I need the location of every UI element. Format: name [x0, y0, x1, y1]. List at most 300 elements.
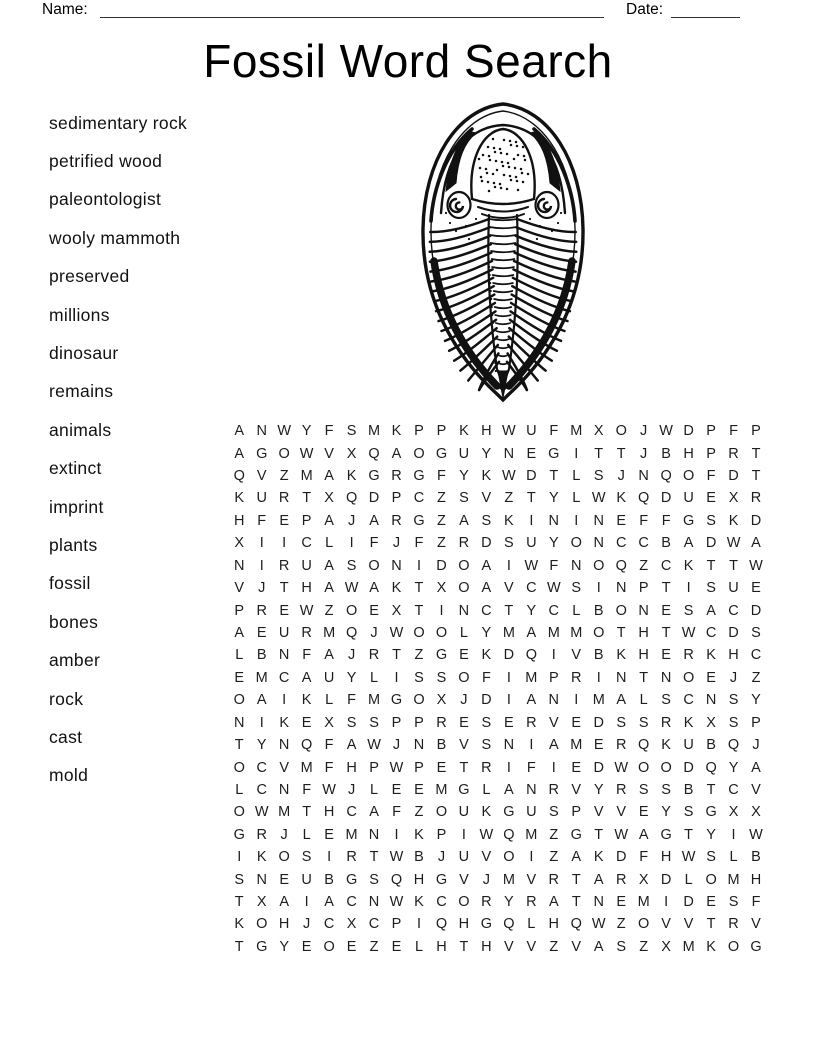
grid-letter: S	[346, 714, 357, 731]
word-list-item: cast	[49, 726, 83, 747]
grid-letter: G	[750, 938, 762, 955]
grid-letter: M	[502, 871, 515, 888]
grid-letter: I	[237, 849, 242, 866]
grid-letter: W	[322, 781, 336, 798]
grid-letter: K	[706, 938, 716, 955]
grid-letter: K	[279, 714, 289, 731]
grid-letter: S	[369, 714, 379, 731]
grid-letter: U	[683, 490, 694, 507]
grid-letter: K	[593, 849, 604, 866]
grid-letter: Y	[548, 490, 559, 507]
grid-letter: P	[436, 826, 447, 843]
grid-letter: I	[259, 714, 264, 731]
grid-letter: X	[324, 714, 334, 731]
word-list-item: dinosaur	[49, 343, 119, 364]
grid-letter: E	[279, 871, 289, 888]
grid-letter: H	[660, 849, 672, 866]
grid-letter: Y	[481, 445, 492, 462]
grid-letter: K	[391, 423, 402, 440]
grid-letter: T	[661, 580, 671, 597]
grid-letter: Z	[504, 490, 514, 507]
name-blank-line	[100, 2, 604, 18]
grid-letter: T	[504, 602, 514, 619]
grid-letter: D	[593, 714, 604, 731]
grid-letter: G	[435, 647, 448, 664]
grid-letter: R	[256, 602, 267, 619]
grid-letter: P	[234, 602, 245, 619]
grid-letter: U	[458, 445, 470, 462]
grid-letter: O	[458, 557, 470, 574]
grid-letter: A	[526, 692, 537, 709]
grid-letter: S	[481, 714, 492, 731]
grid-letter: A	[369, 580, 379, 597]
grid-letter: H	[233, 512, 245, 529]
grid-letter: S	[638, 781, 649, 798]
grid-letter: P	[751, 714, 761, 731]
grid-letter: U	[526, 423, 537, 440]
grid-letter: T	[571, 894, 581, 911]
grid-letter: P	[414, 759, 424, 776]
grid-letter: W	[546, 580, 561, 597]
grid-letter: Q	[503, 916, 515, 933]
word-list-item: animals	[49, 419, 112, 440]
grid-letter: H	[481, 423, 492, 440]
grid-letter: O	[233, 692, 245, 709]
grid-letter: V	[548, 714, 559, 731]
grid-letter: X	[346, 445, 357, 462]
grid-letter: W	[367, 737, 381, 754]
grid-letter: F	[347, 692, 356, 709]
grid-letter: K	[234, 916, 245, 933]
grid-letter: T	[369, 849, 379, 866]
grid-letter: F	[549, 557, 559, 574]
grid-letter: T	[279, 580, 289, 597]
grid-letter: H	[750, 871, 762, 888]
grid-letter: F	[481, 669, 491, 686]
grid-letter: T	[639, 669, 649, 686]
grid-letter: S	[346, 423, 357, 440]
grid-letter: M	[570, 737, 583, 754]
grid-letter: S	[728, 894, 739, 911]
grid-letter: Q	[390, 871, 403, 888]
grid-letter: A	[369, 512, 379, 529]
grid-letter: L	[235, 781, 244, 798]
grid-letter: X	[661, 938, 671, 955]
grid-letter: T	[414, 602, 424, 619]
grid-letter: F	[302, 781, 312, 798]
grid-letter: F	[324, 737, 334, 754]
grid-letter: S	[481, 512, 492, 529]
grid-letter: N	[548, 692, 560, 709]
grid-letter: N	[256, 871, 267, 888]
grid-letter: N	[458, 602, 470, 619]
grid-letter: N	[548, 512, 560, 529]
grid-letter: X	[436, 580, 447, 597]
grid-letter: V	[481, 490, 492, 507]
grid-letter: U	[458, 849, 470, 866]
grid-letter: O	[682, 468, 695, 485]
grid-letter: T	[571, 871, 581, 888]
grid-letter: M	[547, 625, 560, 641]
grid-letter: Z	[437, 490, 446, 507]
grid-letter: F	[369, 535, 379, 552]
grid-letter: Z	[549, 849, 559, 866]
grid-letter: G	[682, 512, 695, 529]
grid-letter: Y	[593, 781, 604, 798]
grid-letter: H	[638, 625, 649, 641]
grid-letter: S	[234, 871, 245, 888]
grid-letter: W	[614, 826, 629, 843]
grid-letter: K	[661, 737, 671, 754]
grid-letter: U	[526, 535, 537, 552]
grid-letter: Z	[414, 647, 424, 664]
grid-letter: G	[570, 826, 582, 843]
grid-letter: D	[705, 535, 717, 552]
grid-letter: W	[389, 894, 404, 911]
grid-letter: C	[548, 602, 560, 619]
grid-letter: X	[593, 423, 604, 440]
grid-letter: W	[389, 849, 404, 866]
grid-letter: K	[706, 647, 716, 664]
word-list-item: preserved	[49, 266, 130, 287]
grid-letter: J	[303, 916, 311, 933]
grid-letter: T	[549, 468, 559, 485]
grid-letter: N	[391, 557, 402, 574]
grid-letter: I	[506, 557, 511, 574]
grid-letter: U	[728, 580, 739, 597]
grid-letter: R	[660, 714, 672, 731]
grid-letter: K	[616, 647, 627, 664]
grid-letter: H	[436, 938, 447, 955]
grid-letter: M	[323, 625, 336, 641]
grid-letter: C	[278, 669, 290, 686]
grid-letter: O	[278, 445, 290, 462]
grid-letter: T	[706, 557, 716, 574]
grid-letter: C	[481, 602, 492, 619]
grid-letter: N	[233, 557, 245, 574]
grid-letter: B	[661, 445, 671, 462]
grid-letter: X	[324, 490, 334, 507]
grid-letter: Y	[279, 938, 289, 955]
word-list-item: bones	[49, 611, 99, 632]
grid-letter: E	[324, 826, 334, 843]
grid-letter: V	[459, 871, 469, 888]
grid-letter: K	[391, 580, 402, 597]
grid-letter: O	[615, 423, 627, 440]
grid-letter: A	[481, 580, 492, 597]
grid-letter: W	[591, 916, 606, 933]
grid-letter: I	[596, 580, 601, 597]
grid-letter: R	[368, 647, 380, 664]
grid-letter: A	[324, 647, 334, 664]
grid-letter: T	[234, 938, 244, 955]
grid-letter: G	[256, 938, 268, 955]
grid-letter: Q	[615, 557, 627, 574]
grid-letter: P	[571, 804, 582, 821]
grid-letter: O	[256, 916, 268, 933]
name-label: Name:	[42, 1, 88, 18]
grid-letter: R	[615, 871, 627, 888]
grid-letter: Y	[256, 737, 267, 754]
grid-letter: X	[256, 894, 267, 911]
grid-letter: Z	[639, 938, 649, 955]
grid-letter: C	[436, 894, 447, 911]
page-title: Fossil Word Search	[203, 35, 613, 87]
grid-letter: K	[504, 512, 514, 529]
grid-letter: L	[302, 826, 311, 843]
grid-letter: O	[503, 849, 515, 866]
grid-letter: O	[233, 804, 245, 821]
grid-letter: N	[278, 647, 290, 664]
grid-letter: P	[391, 916, 402, 933]
grid-letter: K	[728, 512, 739, 529]
grid-letter: E	[414, 781, 424, 798]
grid-letter: I	[574, 445, 579, 462]
grid-letter: V	[526, 938, 537, 955]
grid-letter: I	[529, 512, 534, 529]
grid-letter: E	[279, 602, 289, 619]
grid-letter: A	[391, 445, 402, 462]
grid-letter: J	[392, 737, 401, 754]
grid-letter: H	[728, 647, 739, 664]
grid-letter: V	[324, 445, 334, 462]
grid-letter: I	[529, 849, 534, 866]
grid-letter: L	[370, 781, 379, 798]
grid-letter: V	[593, 804, 604, 821]
grid-letter: A	[593, 871, 604, 888]
grid-letter: I	[596, 669, 601, 686]
grid-letter: D	[503, 647, 515, 664]
grid-letter: J	[460, 692, 468, 709]
grid-letter: A	[256, 692, 267, 709]
grid-letter: X	[728, 490, 739, 507]
grid-letter: L	[527, 916, 536, 933]
grid-letter: I	[574, 512, 579, 529]
grid-letter: Y	[728, 759, 739, 776]
grid-letter: K	[481, 804, 492, 821]
grid-letter: O	[615, 602, 627, 619]
grid-letter: D	[615, 849, 627, 866]
grid-letter: E	[391, 781, 402, 798]
grid-letter: C	[301, 535, 312, 552]
grid-letter: J	[370, 625, 378, 641]
grid-letter: M	[435, 781, 448, 798]
grid-letter: A	[459, 512, 469, 529]
grid-letter: W	[726, 535, 741, 552]
grid-letter: A	[616, 692, 627, 709]
grid-letter: W	[277, 423, 292, 440]
grid-letter: R	[750, 490, 762, 507]
grid-letter: R	[458, 535, 470, 552]
grid-letter: O	[458, 580, 470, 597]
grid-letter: G	[390, 692, 403, 709]
grid-letter: N	[503, 445, 515, 462]
grid-letter: S	[706, 512, 716, 529]
grid-letter: A	[279, 894, 289, 911]
grid-letter: J	[437, 849, 446, 866]
grid-letter: I	[551, 759, 556, 776]
grid-letter: L	[639, 692, 648, 709]
grid-letter: M	[525, 826, 538, 843]
grid-letter: G	[233, 826, 245, 843]
grid-letter: W	[681, 849, 696, 866]
grid-letter: V	[526, 871, 537, 888]
grid-letter: O	[593, 557, 605, 574]
grid-letter: H	[346, 759, 357, 776]
grid-letter: V	[683, 916, 694, 933]
grid-letter: R	[278, 557, 290, 574]
grid-letter: H	[481, 938, 492, 955]
grid-letter: E	[391, 938, 402, 955]
grid-letter: W	[389, 625, 404, 641]
grid-letter: F	[549, 423, 559, 440]
grid-letter: E	[638, 804, 649, 821]
grid-letter: Y	[346, 669, 357, 686]
grid-letter: N	[615, 580, 627, 597]
grid-letter: U	[256, 490, 267, 507]
grid-letter: P	[369, 759, 379, 776]
grid-letter: O	[638, 759, 650, 776]
grid-letter: A	[706, 602, 716, 619]
grid-letter: I	[551, 647, 556, 664]
grid-letter: R	[615, 737, 627, 754]
word-list-item: remains	[49, 381, 114, 402]
grid-letter: C	[705, 625, 717, 641]
grid-letter: T	[706, 916, 716, 933]
grid-letter: P	[706, 445, 716, 462]
grid-letter: A	[571, 849, 582, 866]
grid-letter: I	[574, 692, 579, 709]
grid-letter: N	[256, 423, 267, 440]
grid-letter: E	[436, 759, 447, 776]
grid-letter: Z	[751, 669, 761, 686]
grid-letter: N	[593, 894, 604, 911]
grid-letter: Q	[525, 647, 537, 664]
grid-letter: H	[278, 916, 290, 933]
grid-letter: X	[234, 535, 245, 552]
grid-letter: T	[302, 490, 312, 507]
grid-letter: T	[526, 490, 536, 507]
grid-letter: R	[391, 512, 402, 529]
grid-letter: W	[344, 580, 359, 597]
grid-letter: P	[548, 669, 559, 686]
grid-letter: A	[324, 580, 334, 597]
grid-letter: J	[640, 445, 648, 462]
grid-letter: A	[751, 535, 761, 552]
grid-letter: F	[639, 512, 649, 529]
grid-letter: W	[524, 557, 539, 574]
grid-letter: I	[416, 916, 421, 933]
grid-letter: D	[593, 759, 604, 776]
grid-letter: T	[706, 781, 716, 798]
grid-letter: U	[301, 557, 312, 574]
grid-letter: E	[369, 602, 379, 619]
grid-letter: I	[686, 580, 691, 597]
grid-letter: B	[683, 781, 694, 798]
grid-letter: Z	[549, 938, 559, 955]
grid-letter: I	[394, 669, 399, 686]
grid-letter: G	[413, 512, 425, 529]
grid-letter: A	[526, 625, 537, 641]
grid-letter: P	[751, 423, 761, 440]
grid-letter: Y	[548, 535, 559, 552]
date-blank-line	[671, 2, 740, 18]
grid-letter: C	[638, 535, 649, 552]
grid-letter: V	[661, 916, 671, 933]
grid-letter: Y	[751, 692, 761, 709]
grid-letter: W	[299, 445, 314, 462]
grid-letter: L	[572, 490, 581, 507]
grid-letter: S	[571, 580, 582, 597]
grid-letter: V	[459, 737, 469, 754]
grid-letter: T	[234, 894, 244, 911]
grid-letter: C	[683, 692, 694, 709]
grid-letter: S	[661, 692, 671, 709]
grid-letter: F	[526, 759, 536, 776]
grid-letter: K	[481, 647, 492, 664]
grid-letter: Z	[369, 938, 379, 955]
grid-letter: K	[683, 557, 694, 574]
grid-letter: D	[683, 423, 694, 440]
grid-letter: I	[259, 557, 264, 574]
grid-letter: S	[616, 938, 627, 955]
grid-letter: K	[301, 692, 312, 709]
grid-letter: S	[728, 714, 739, 731]
grid-letter: N	[503, 737, 515, 754]
grid-letter: S	[346, 557, 357, 574]
grid-letter: X	[728, 804, 739, 821]
grid-letter: Y	[504, 894, 514, 911]
grid-letter: T	[302, 804, 312, 821]
grid-letter: G	[458, 781, 470, 798]
word-list-item: extinct	[49, 458, 102, 479]
grid-letter: F	[414, 535, 424, 552]
grid-letter: I	[304, 894, 309, 911]
grid-letter: K	[481, 468, 492, 485]
grid-letter: S	[751, 625, 761, 641]
grid-letter: N	[638, 602, 649, 619]
grid-letter: J	[258, 580, 266, 597]
grid-letter: R	[548, 781, 560, 798]
grid-letter: S	[683, 804, 694, 821]
grid-letter: N	[705, 692, 717, 709]
grid-letter: L	[729, 849, 738, 866]
grid-letter: E	[571, 714, 582, 731]
word-list-item: imprint	[49, 496, 104, 517]
grid-letter: L	[459, 625, 468, 641]
grid-letter: E	[593, 737, 604, 754]
grid-letter: B	[414, 849, 424, 866]
grid-letter: R	[571, 669, 582, 686]
grid-letter: U	[301, 871, 312, 888]
grid-letter: Y	[661, 804, 671, 821]
grid-letter: Q	[705, 759, 717, 776]
grid-letter: R	[615, 781, 627, 798]
grid-letter: H	[458, 916, 470, 933]
grid-letter: Y	[481, 625, 492, 641]
grid-letter: D	[728, 625, 739, 641]
grid-letter: F	[324, 759, 334, 776]
grid-letter: G	[660, 826, 672, 843]
grid-letter: T	[414, 580, 424, 597]
grid-letter: M	[570, 423, 583, 440]
grid-letter: F	[639, 849, 649, 866]
grid-letter: E	[459, 714, 469, 731]
grid-letter: T	[751, 468, 761, 485]
word-list-item: mold	[49, 765, 89, 786]
grid-letter: E	[504, 714, 514, 731]
grid-letter: I	[506, 692, 511, 709]
